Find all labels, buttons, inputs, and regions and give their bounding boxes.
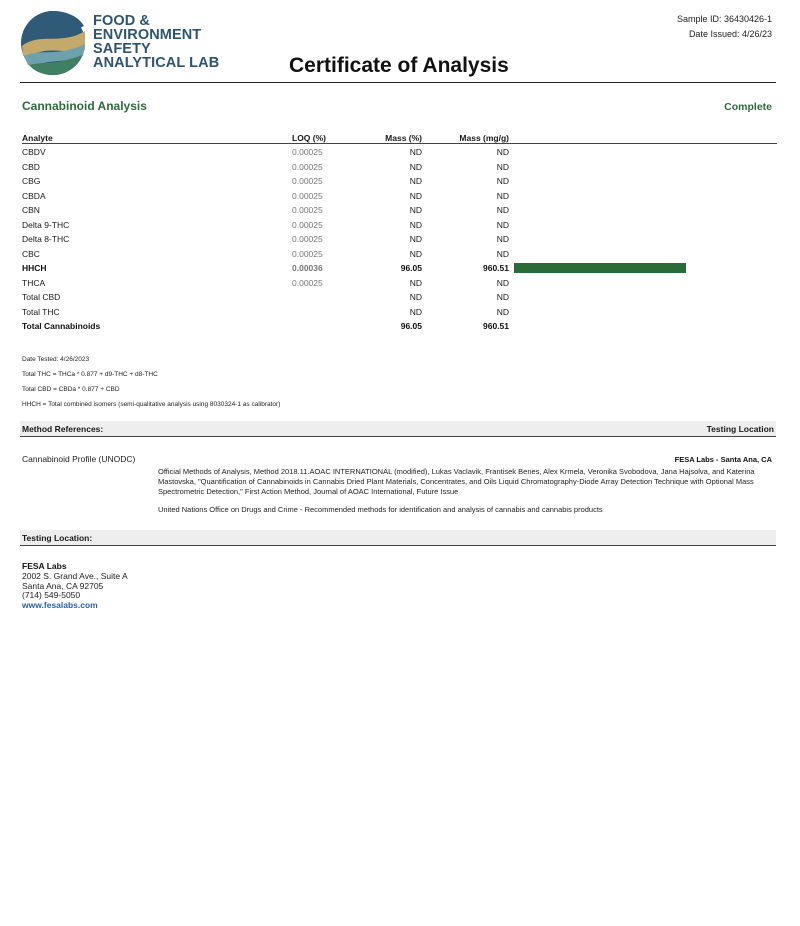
table-row	[22, 246, 777, 261]
analyte-mass-pct: ND	[409, 161, 422, 172]
analyte-mass-mg: ND	[496, 292, 509, 302]
header-mass-pct: Mass (%)	[385, 133, 422, 143]
analyte-mass-mg: 960.51	[483, 263, 509, 273]
table-row	[22, 231, 777, 246]
table-row	[22, 144, 777, 159]
page-title: Certificate of Analysis	[289, 54, 509, 77]
sample-id: Sample ID: 36430426-1	[676, 14, 772, 24]
status-badge: Complete	[724, 101, 772, 113]
analyte-mass-mg: ND	[496, 248, 509, 259]
method-references-label: Method References:	[22, 424, 104, 434]
analyte-mass-pct: 96.05	[400, 321, 422, 331]
lab-website-link[interactable]: www.fesalabs.com	[22, 600, 98, 611]
table-row	[22, 260, 777, 275]
analyte-mass-mg: ND	[496, 190, 509, 201]
analyte-loq: 0.00025	[292, 190, 323, 201]
analyte-mass-mg: ND	[496, 176, 509, 186]
analysis-notes	[22, 352, 280, 412]
table-row	[22, 318, 777, 333]
analyte-loq: 0.00025	[292, 277, 323, 288]
lab-name: FESA Labs	[22, 561, 67, 571]
title-divider	[20, 82, 776, 83]
lab-address	[22, 562, 128, 611]
table-row	[22, 217, 777, 232]
analyte-mass-pct: ND	[409, 248, 422, 259]
analyte-table	[22, 130, 777, 333]
note-date-tested: Date Tested: 4/26/2023	[22, 356, 90, 363]
lab-logo-emblem-icon	[20, 10, 86, 76]
header-analyte: Analyte	[22, 133, 53, 143]
analyte-loq: 0.00025	[292, 219, 323, 230]
analyte-mass-pct: ND	[409, 234, 422, 244]
table-row	[22, 173, 777, 188]
analyte-mass-mg: 960.51	[483, 321, 509, 331]
analyte-loq: 0.00025	[292, 176, 323, 186]
method-name: Cannabinoid Profile (UNODC)	[22, 454, 136, 464]
table-row	[22, 188, 777, 203]
header-loq: LOQ (%)	[292, 133, 326, 143]
analyte-mass-pct: ND	[409, 292, 422, 302]
analyte-mass-pct: ND	[409, 176, 422, 186]
logo-line: FOOD &	[93, 13, 150, 29]
analyte-loq: 0.00025	[292, 234, 323, 244]
testing-location-band	[20, 530, 776, 546]
analyte-name: THCA	[22, 277, 46, 288]
logo-line: ENVIRONMENT	[93, 27, 202, 43]
analyte-name: CBD	[22, 161, 40, 172]
address-line-1: 2002 S. Grand Ave., Suite A	[22, 570, 128, 581]
analyte-loq: 0.00025	[292, 161, 323, 172]
analyte-loq: 0.00025	[292, 147, 323, 157]
lab-logo	[20, 10, 220, 80]
table-row	[22, 275, 777, 290]
testing-location-heading: Testing Location:	[22, 533, 93, 543]
analyte-name: HHCH	[22, 263, 47, 273]
note-hhch: HHCH = Total combined isomers (semi-qualitative analysis using 8030324-1 as calibrator)	[22, 401, 281, 408]
address-line-2: Santa Ana, CA 92705	[22, 580, 104, 591]
table-row	[22, 304, 777, 319]
analyte-mass-pct: ND	[409, 190, 422, 201]
testing-location-label: Testing Location	[706, 424, 774, 434]
header-mass-mg: Mass (mg/g)	[459, 133, 509, 143]
method-location: FESA Labs - Santa Ana, CA	[674, 455, 772, 464]
logo-line: ANALYTICAL LAB	[93, 55, 220, 71]
analyte-name: Delta 9-THC	[22, 219, 70, 230]
analyte-name: CBG	[22, 176, 41, 186]
analyte-mass-pct: ND	[409, 277, 422, 288]
sample-info	[677, 12, 772, 42]
analyte-loq: 0.00025	[292, 248, 323, 259]
analyte-mass-mg: ND	[496, 205, 509, 215]
analyte-name: Delta 8-THC	[22, 234, 70, 244]
note-total-thc: Total THC = THCa * 0.877 + d9-THC + d8-THC	[22, 371, 158, 378]
lab-phone: (714) 549-5050	[22, 590, 81, 601]
analysis-title: Cannabinoid Analysis	[22, 99, 147, 113]
analyte-mass-pct: ND	[409, 306, 422, 317]
note-total-cbd: Total CBD = CBDa * 0.877 + CBD	[22, 386, 120, 393]
date-issued: Date Issued: 4/26/23	[688, 29, 772, 39]
table-body	[22, 144, 777, 333]
analyte-loq: 0.00036	[292, 263, 323, 273]
analyte-mass-pct: ND	[409, 205, 422, 215]
lab-logo-text	[93, 14, 219, 70]
mass-bar	[514, 263, 686, 273]
analyte-name: CBN	[22, 205, 40, 215]
analyte-mass-pct: ND	[409, 147, 422, 157]
analyte-name: CBDA	[22, 190, 46, 201]
analyte-mass-mg: ND	[496, 219, 509, 230]
analyte-name: Total THC	[22, 306, 60, 317]
analyte-mass-pct: 96.05	[400, 263, 422, 273]
analyte-name: Total Cannabinoids	[22, 321, 101, 331]
analyte-name: Total CBD	[22, 292, 61, 302]
analyte-mass-mg: ND	[496, 147, 509, 157]
table-row	[22, 159, 777, 174]
analyte-name: CBC	[22, 248, 40, 259]
method-references-band	[20, 421, 776, 437]
method-reference-unodc: United Nations Office on Drugs and Crime - Recommended methods for identification and analysis of cannabis and cannabis products	[158, 505, 603, 514]
table-row	[22, 202, 777, 217]
analyte-mass-mg: ND	[496, 234, 509, 244]
analyte-loq: 0.00025	[292, 205, 323, 215]
table-row	[22, 289, 777, 304]
analyte-mass-pct: ND	[409, 219, 422, 230]
logo-line: SAFETY	[93, 41, 151, 57]
method-reference-aoac: Official Methods of Analysis, Method 2018.11.AOAC INTERNATIONAL (modified), Lukas Vaclavik, Frantisek Benes, Alex Krmela, Veronika Svobodova, Jana Hajsolva, and Katerina Mastovska, "Quantification of Cannabinoids in Cannabis Dried Plant Materials, Concentrates, and Oils Liquid Chromatography-Diode Array Detection Technique with Optional Mass Spectrometric Detection," First Action Method, Journal of AOAC International, Future Issue	[158, 467, 755, 496]
analyte-name: CBDV	[22, 147, 46, 157]
analyte-mass-mg: ND	[496, 306, 509, 317]
table-header	[22, 130, 777, 144]
analyte-mass-mg: ND	[496, 277, 509, 288]
analyte-mass-mg: ND	[496, 161, 509, 172]
